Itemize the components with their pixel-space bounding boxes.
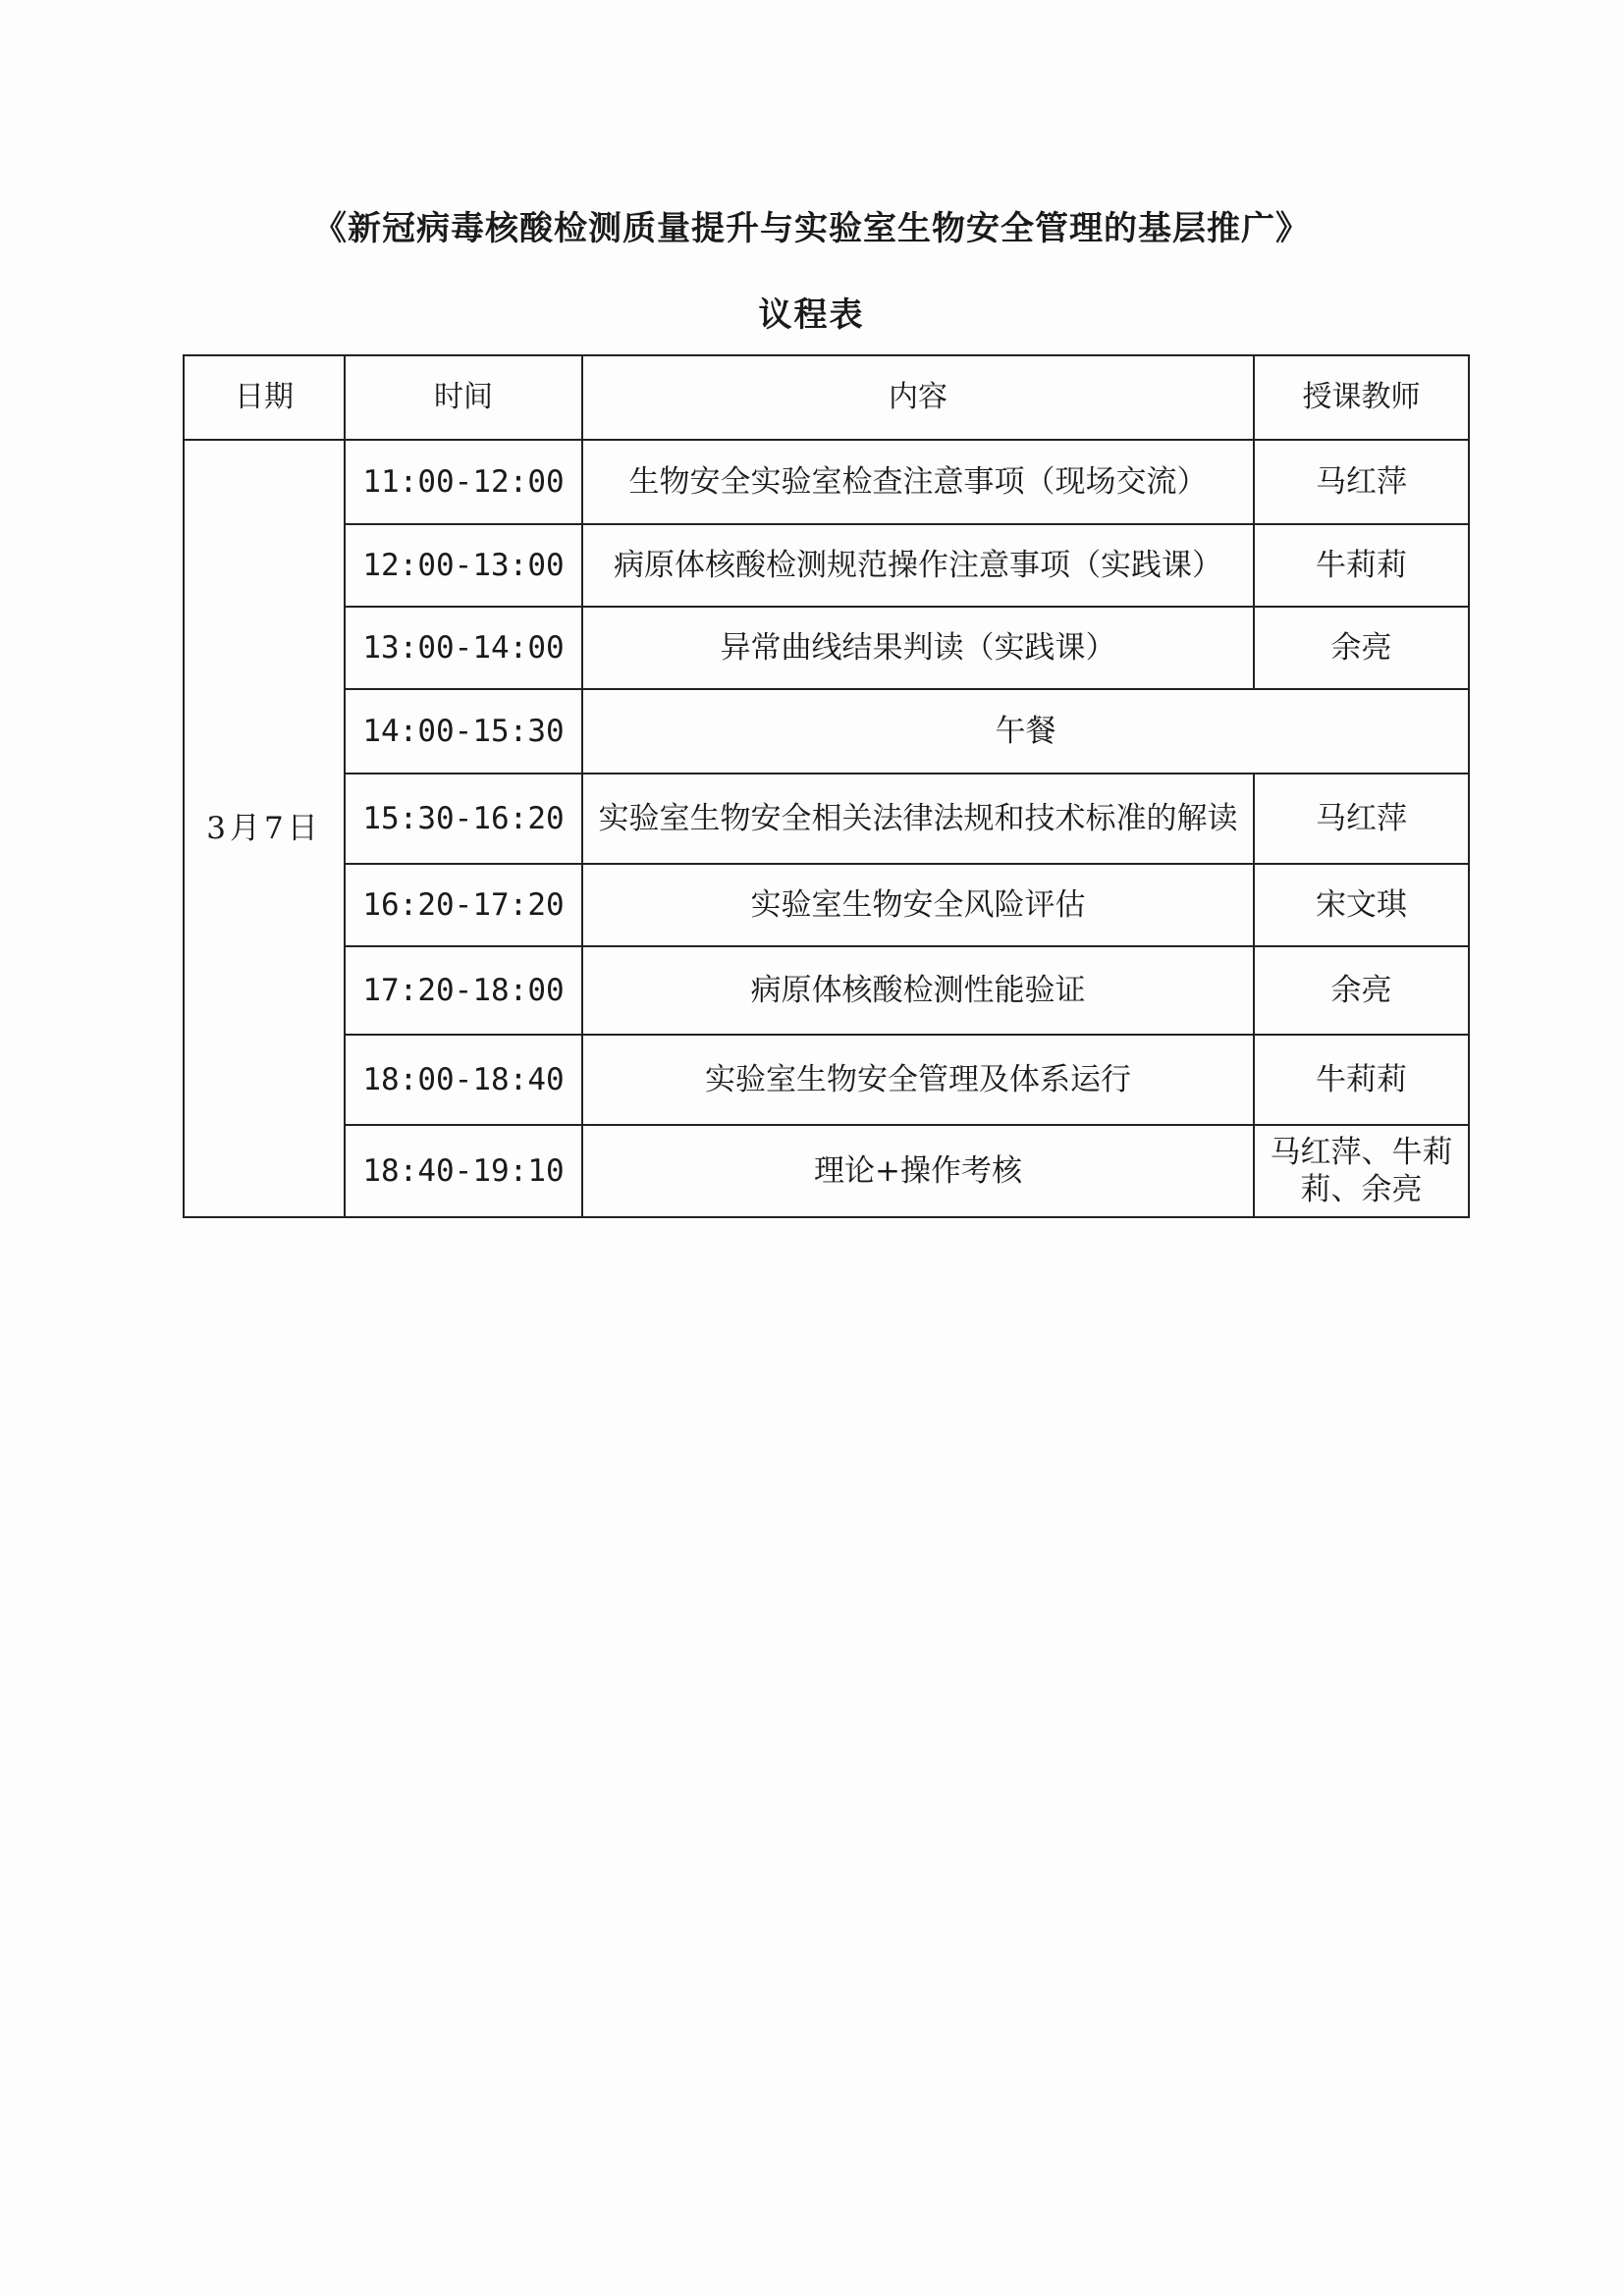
document-subtitle: 议程表 [758, 295, 865, 335]
content-cell: 异常曲线结果判读（实践课） [582, 607, 1254, 689]
content-cell: 实验室生物安全相关法律法规和技术标准的解读 [582, 774, 1254, 864]
content-cell: 实验室生物安全管理及体系运行 [582, 1035, 1254, 1125]
content-cell: 生物安全实验室检查注意事项（现场交流） [582, 440, 1254, 524]
table-row [184, 774, 1469, 864]
teacher-cell: 余亮 [1254, 607, 1469, 689]
teacher-cell: 牛莉莉 [1254, 524, 1469, 607]
table-row [184, 689, 1469, 774]
time-cell: 16:20-17:20 [345, 864, 582, 946]
header-content: 内容 [582, 355, 1254, 440]
table-row [184, 607, 1469, 689]
teacher-cell: 马红萍、牛莉莉、余亮 [1254, 1125, 1469, 1217]
table-row [184, 1125, 1469, 1217]
time-cell: 12:00-13:00 [345, 524, 582, 607]
teacher-cell: 宋文琪 [1254, 864, 1469, 946]
teacher-cell: 马红萍 [1254, 440, 1469, 524]
content-cell: 病原体核酸检测性能验证 [582, 946, 1254, 1035]
table-row [184, 1035, 1469, 1125]
document-title: 《新冠病毒核酸检测质量提升与实验室生物安全管理的基层推广》 [313, 209, 1310, 248]
teacher-cell: 马红萍 [1254, 774, 1469, 864]
time-cell: 18:40-19:10 [345, 1125, 582, 1217]
time-cell: 11:00-12:00 [345, 440, 582, 524]
time-cell: 17:20-18:00 [345, 946, 582, 1035]
table-row [184, 946, 1469, 1035]
date-cell: 3月7日 [184, 440, 345, 1217]
table-header-row [184, 355, 1469, 440]
content-cell: 实验室生物安全风险评估 [582, 864, 1254, 946]
agenda-table [183, 354, 1470, 1218]
content-cell: 午餐 [582, 689, 1469, 774]
header-teacher: 授课教师 [1254, 355, 1469, 440]
teacher-cell: 牛莉莉 [1254, 1035, 1469, 1125]
teacher-cell: 余亮 [1254, 946, 1469, 1035]
content-cell: 理论+操作考核 [582, 1125, 1254, 1217]
header-date: 日期 [184, 355, 345, 440]
header-time: 时间 [345, 355, 582, 440]
content-cell: 病原体核酸检测规范操作注意事项（实践课） [582, 524, 1254, 607]
time-cell: 14:00-15:30 [345, 689, 582, 774]
table-row [184, 440, 1469, 524]
time-cell: 18:00-18:40 [345, 1035, 582, 1125]
time-cell: 15:30-16:20 [345, 774, 582, 864]
table-row [184, 524, 1469, 607]
time-cell: 13:00-14:00 [345, 607, 582, 689]
table-row [184, 864, 1469, 946]
